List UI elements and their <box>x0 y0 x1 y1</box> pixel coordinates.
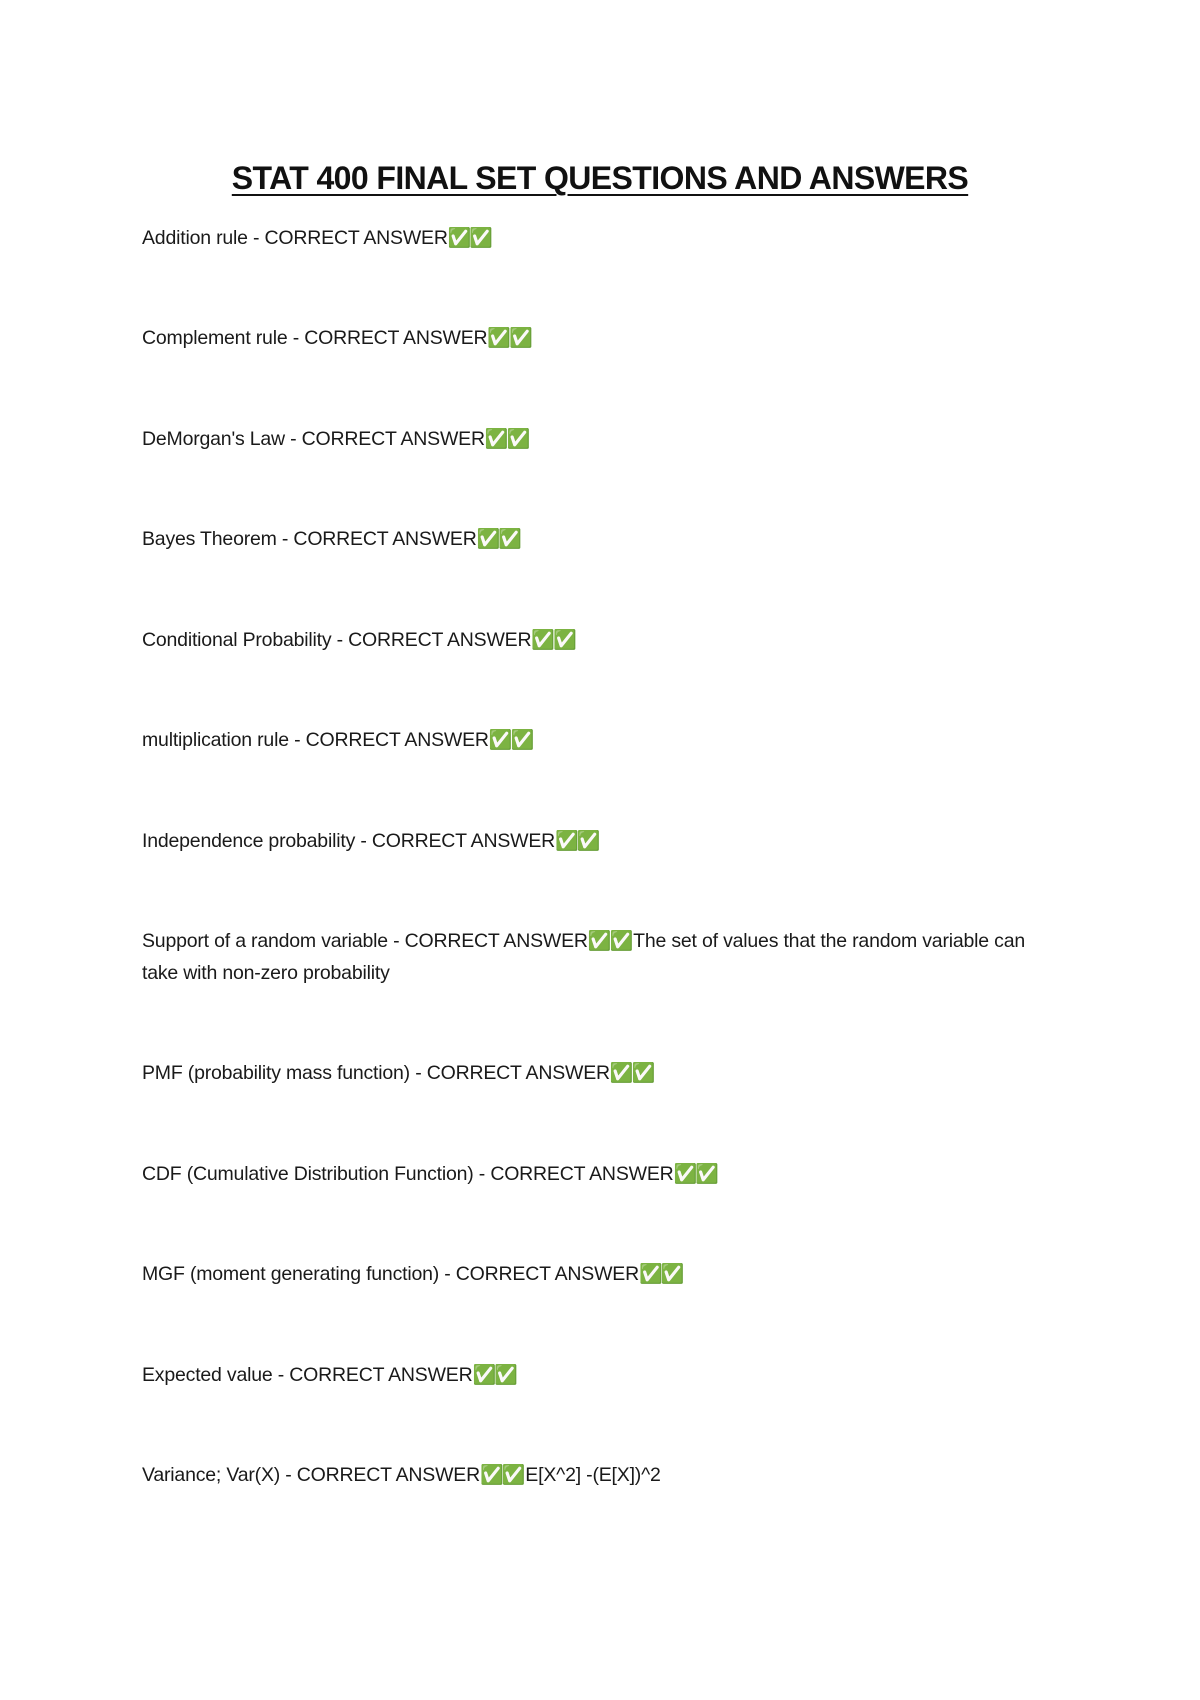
qa-answer: E[X^2] -(E[X])^2 <box>525 1464 661 1486</box>
check-marks-icon: ✅✅ <box>484 428 529 450</box>
qa-item <box>142 1158 1047 1190</box>
check-marks-icon: ✅✅ <box>638 1263 683 1285</box>
qa-answer-label: - CORRECT ANSWER <box>409 1062 610 1084</box>
qa-term: Independence probability <box>142 830 356 852</box>
check-marks-icon: ✅✅ <box>673 1163 717 1185</box>
qa-term: Conditional Probability <box>142 629 332 651</box>
qa-term: multiplication rule <box>142 729 289 751</box>
qa-answer-label: - CORRECT ANSWER <box>331 629 532 651</box>
check-marks-icon: ✅✅ <box>488 729 533 751</box>
qa-item <box>142 925 1047 989</box>
qa-term: Addition rule <box>142 227 248 249</box>
check-marks-icon: ✅✅ <box>555 830 599 852</box>
qa-answer-label: - CORRECT ANSWER <box>439 1263 639 1285</box>
qa-answer-label: - CORRECT ANSWER <box>287 327 488 349</box>
qa-term: Variance; Var(X) <box>142 1464 281 1486</box>
check-marks-icon: ✅✅ <box>476 528 520 550</box>
qa-item <box>142 724 1047 756</box>
qa-term: CDF (Cumulative Distribution Function) <box>142 1163 474 1185</box>
qa-term: Bayes Theorem <box>142 528 277 550</box>
check-marks-icon: ✅✅ <box>531 629 575 651</box>
qa-item <box>142 523 1047 555</box>
qa-item <box>142 423 1047 455</box>
check-marks-icon: ✅✅ <box>487 327 531 349</box>
qa-term: DeMorgan's Law <box>142 428 285 450</box>
qa-answer-label: - CORRECT ANSWER <box>288 729 489 751</box>
qa-item <box>142 222 1047 254</box>
qa-item <box>142 1359 1047 1391</box>
qa-answer-label: - CORRECT ANSWER <box>387 930 588 952</box>
check-marks-icon: ✅✅ <box>472 1364 516 1386</box>
qa-answer-label: - CORRECT ANSWER <box>355 830 556 852</box>
check-marks-icon: ✅✅ <box>479 1464 524 1486</box>
check-marks-icon: ✅✅ <box>447 227 492 249</box>
qa-term: Complement rule <box>142 327 288 349</box>
qa-answer: The set of values that the random variable can take with non-zero probability <box>142 930 1026 984</box>
check-marks-icon: ✅✅ <box>609 1062 654 1084</box>
qa-answer-label: - CORRECT ANSWER <box>272 1364 473 1386</box>
page-title <box>0 158 1200 198</box>
qa-item <box>142 825 1047 857</box>
qa-term: PMF (probability mass function) <box>142 1062 410 1084</box>
qa-answer-label: - CORRECT ANSWER <box>284 428 485 450</box>
qa-answer-label: - CORRECT ANSWER <box>247 227 448 249</box>
qa-term: MGF (moment generating function) <box>142 1263 440 1285</box>
qa-item <box>142 1258 1047 1290</box>
check-marks-icon: ✅✅ <box>587 930 632 952</box>
qa-item <box>142 1459 1047 1491</box>
qa-answer-label: - CORRECT ANSWER <box>473 1163 674 1185</box>
qa-answer-label: - CORRECT ANSWER <box>276 528 477 550</box>
qa-item <box>142 1057 1047 1089</box>
qa-item <box>142 322 1047 354</box>
qa-answer-label: - CORRECT ANSWER <box>280 1464 480 1486</box>
qa-term: Support of a random variable <box>142 930 388 952</box>
qa-term: Expected value <box>142 1364 273 1386</box>
qa-item <box>142 624 1047 656</box>
page-title-text: STAT 400 FINAL SET QUESTIONS AND ANSWERS <box>231 160 969 196</box>
